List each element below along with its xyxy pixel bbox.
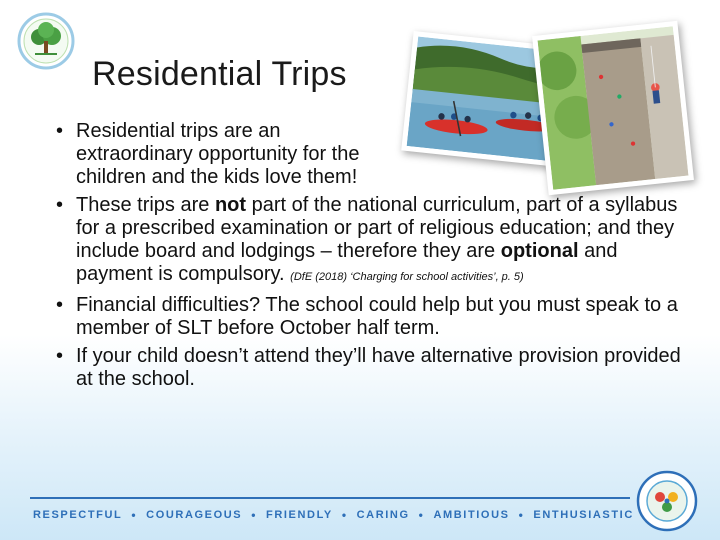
value-separator: • [518, 508, 525, 522]
bullet-text: These trips are [76, 194, 215, 216]
value-courageous: COURAGEOUS [146, 509, 243, 521]
bullet-item [56, 194, 696, 289]
value-ambitious: AMBITIOUS [433, 509, 510, 521]
school-logo-icon [17, 12, 75, 70]
citation: (DfE (2018) ‘Charging for school activities’, p. 5) [290, 271, 524, 283]
footer-divider [30, 497, 630, 499]
rights-respecting-badge-icon [636, 470, 698, 532]
value-respectful: RESPECTFUL [33, 509, 123, 521]
emphasis-optional: optional [500, 240, 579, 262]
bullet-item [56, 294, 696, 340]
bullet-text: Financial difficulties? The school could help but you must speak to a member of SLT before October half term. [76, 294, 678, 339]
value-separator: • [251, 508, 258, 522]
value-enthusiastic: ENTHUSIASTIC [533, 509, 634, 521]
value-caring: CARING [356, 509, 410, 521]
value-friendly: FRIENDLY [266, 509, 333, 521]
bullet-item [56, 120, 396, 189]
slide-title: Residential Trips [92, 55, 347, 93]
bullet-item [56, 345, 696, 391]
value-separator: • [341, 508, 348, 522]
emphasis-not: not [214, 194, 247, 216]
value-separator: • [418, 508, 425, 522]
value-separator: • [131, 508, 138, 522]
school-values-bar [33, 508, 643, 522]
bullet-text: part of the national curriculum, part of a syllabus for a prescribed examination or part of religious education; and they include board and lodgings – therefore they are [76, 194, 678, 262]
bullet-list [56, 120, 696, 396]
bullet-text: Residential trips are an extraordinary opportunity for the children and the kids love them! [76, 120, 360, 188]
bullet-text: If your child doesn’t attend they’ll have alternative provision provided at the school. [76, 345, 681, 390]
bullet-text: and payment is compulsory. [76, 240, 618, 285]
